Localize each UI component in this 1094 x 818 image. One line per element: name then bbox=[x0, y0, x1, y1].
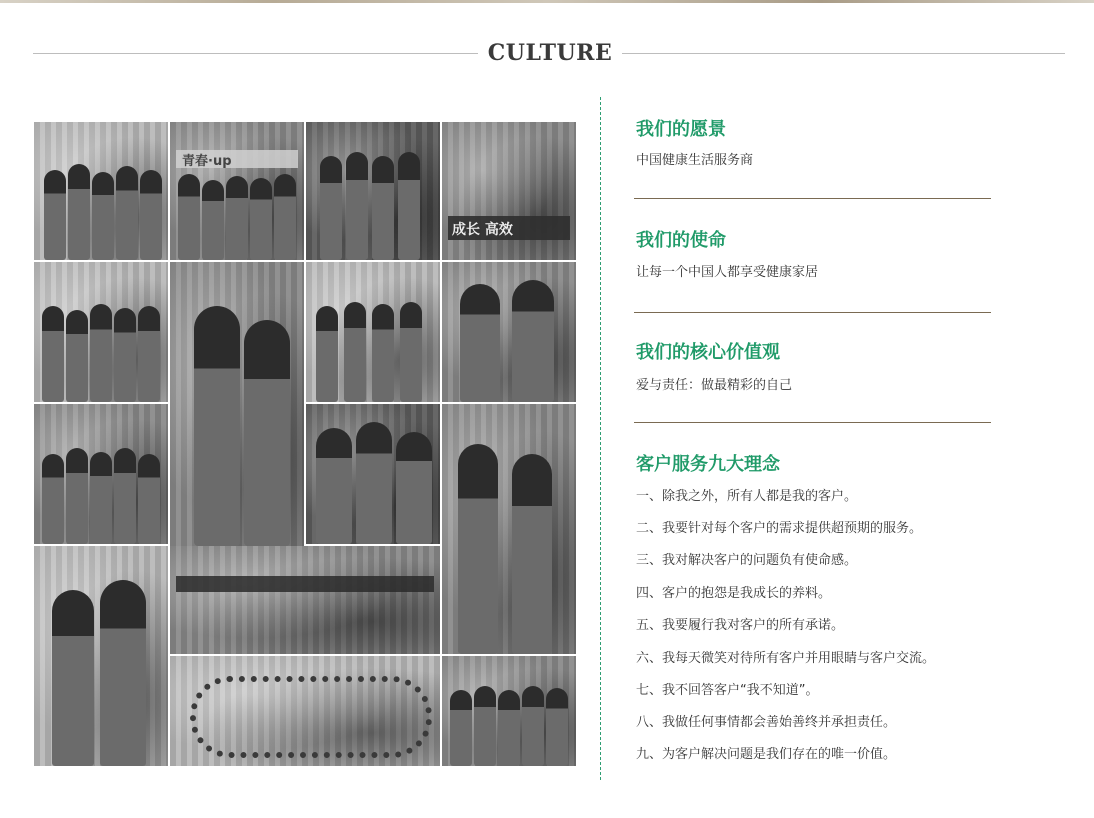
section-separator bbox=[634, 312, 991, 313]
banner-text: 青春·up bbox=[182, 154, 232, 169]
principle-item: 八、我做任何事情都会善始善终并承担责任。 bbox=[636, 715, 897, 730]
service-heading: 客户服务九大理念 bbox=[636, 454, 780, 475]
photo-certificate bbox=[306, 262, 440, 402]
values-text: 爱与责任：做最精彩的自己 bbox=[636, 378, 793, 393]
principle-item: 二、我要针对每个客户的需求提供超预期的服务。 bbox=[636, 521, 923, 536]
photo-crowd-banner bbox=[170, 546, 440, 654]
principle-item: 五、我要履行我对客户的所有承诺。 bbox=[636, 618, 845, 633]
principle-item: 九、为客户解决问题是我们存在的唯一价值。 bbox=[636, 747, 897, 762]
principle-item: 三、我对解决客户的问题负有使命感。 bbox=[636, 553, 858, 568]
photo-two-men bbox=[442, 262, 576, 402]
vertical-divider bbox=[600, 97, 601, 780]
title-rule-left bbox=[33, 53, 478, 54]
page-title: CULTURE bbox=[487, 40, 613, 66]
photo-group-hats bbox=[34, 122, 168, 260]
photo-three-men bbox=[306, 404, 440, 544]
section-separator bbox=[634, 422, 991, 423]
principle-item: 七、我不回答客户“我不知道”。 bbox=[636, 683, 819, 698]
photo-women-group bbox=[34, 262, 168, 402]
section-separator bbox=[634, 198, 991, 199]
title-rule-right bbox=[622, 53, 1065, 54]
mission-text: 让每一个中国人都享受健康家居 bbox=[636, 265, 819, 280]
principle-item: 六、我每天微笑对待所有客户并用眼睛与客户交流。 bbox=[636, 651, 936, 666]
principle-item: 四、客户的抱怨是我成长的养料。 bbox=[636, 586, 832, 601]
mission-heading: 我们的使命 bbox=[636, 230, 726, 251]
photo-growth-banner bbox=[442, 122, 576, 260]
vision-text: 中国健康生活服务商 bbox=[636, 153, 754, 168]
principle-item: 一、除我之外，所有人都是我的客户。 bbox=[636, 489, 858, 504]
photo-youth-group bbox=[442, 656, 576, 766]
photo-mixed-group bbox=[442, 404, 576, 654]
banner-text: 成长 高效 bbox=[452, 222, 513, 238]
photo-award-stage bbox=[306, 122, 440, 260]
vision-heading: 我们的愿景 bbox=[636, 119, 726, 140]
photo-two-women bbox=[170, 262, 304, 546]
photo-team-indoor bbox=[34, 404, 168, 544]
top-decor-strip bbox=[0, 0, 1094, 3]
values-heading: 我们的核心价值观 bbox=[636, 342, 780, 363]
photo-field-formation bbox=[170, 656, 440, 766]
photo-youth-banner bbox=[170, 122, 304, 260]
photo-man-woman bbox=[34, 546, 168, 766]
